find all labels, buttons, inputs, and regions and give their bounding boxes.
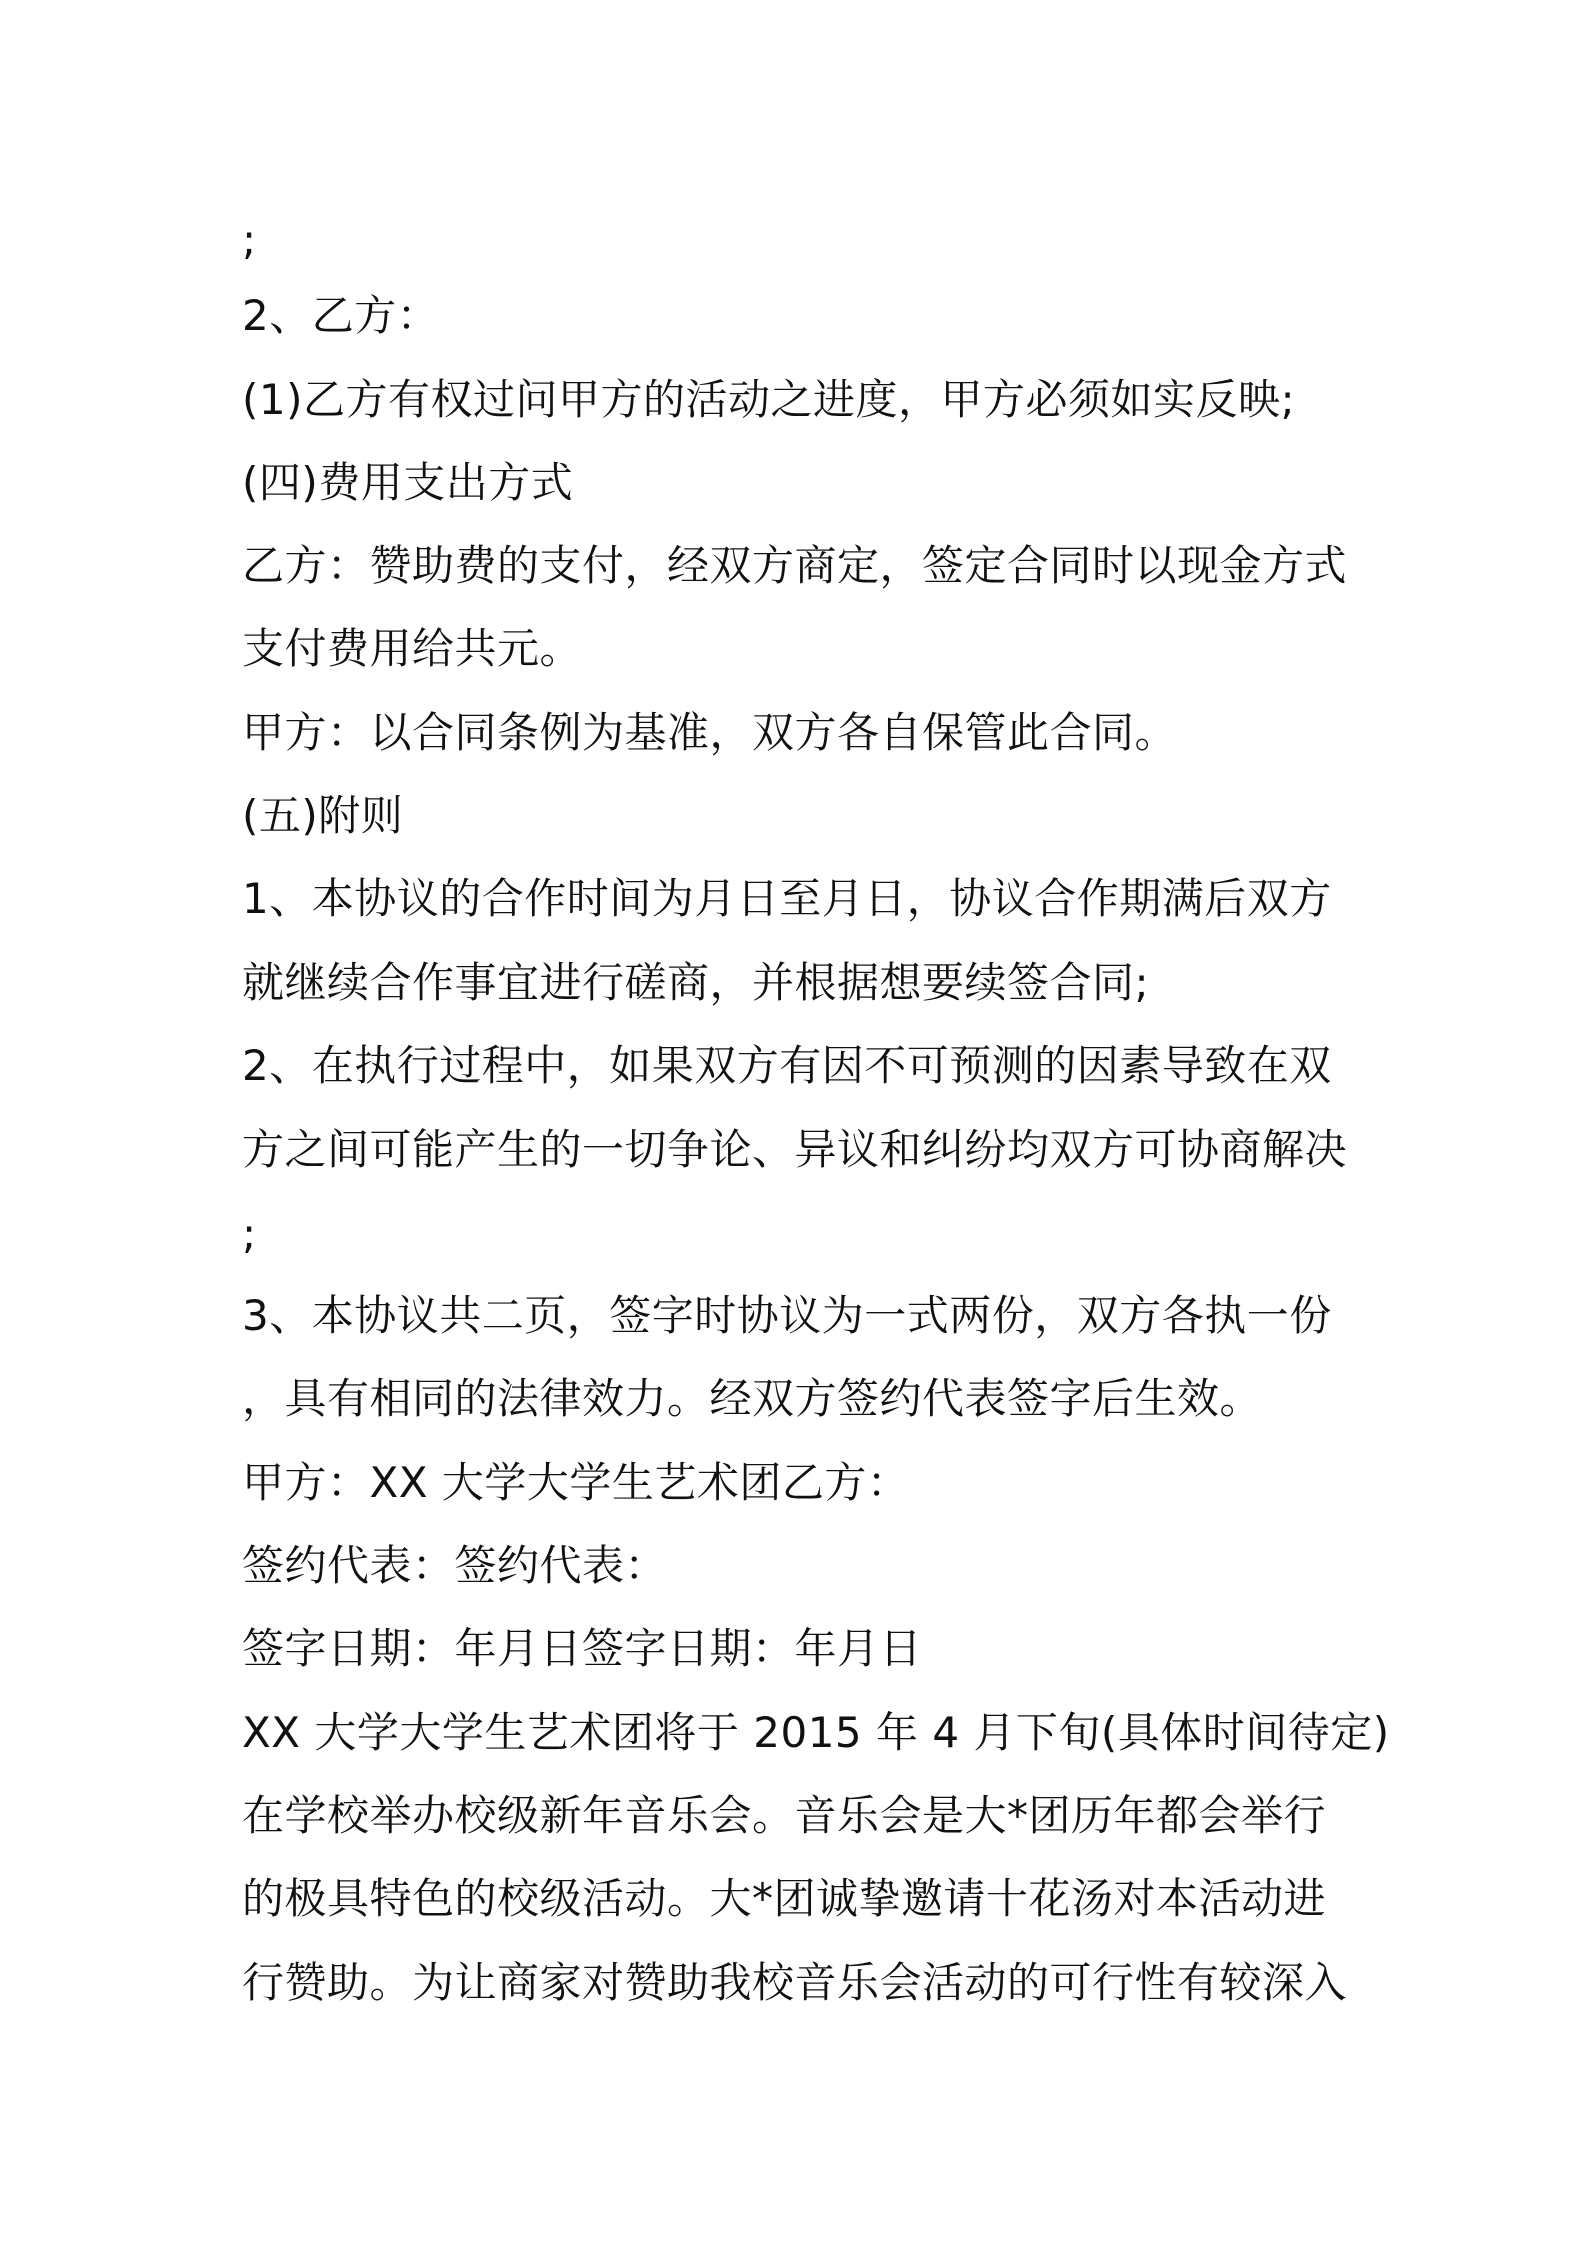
text-line: 的极具特色的校级活动。大*团诚挚邀请十花汤对本活动进 [242, 1874, 1327, 1923]
text-line: 行赞助。为让商家对赞助我校音乐会活动的可行性有较深入 [242, 1958, 1348, 2007]
text-line: 乙方：赞助费的支付，经双方商定，签定合同时以现金方式 [242, 541, 1348, 590]
text-line: ，具有相同的法律效力。经双方签约代表签字后生效。 [242, 1374, 1263, 1423]
text-line: 2、在执行过程中，如果双方有因不可预测的因素导致在双 [242, 1041, 1332, 1090]
text-line: 甲方：以合同条例为基准，双方各自保管此合同。 [242, 708, 1178, 757]
text-line: ; [242, 215, 257, 264]
signature-date-line: 签字日期：年月日签字日期：年月日 [242, 1624, 923, 1673]
text-line: 在学校举办校级新年音乐会。音乐会是大*团历年都会举行 [242, 1791, 1327, 1840]
text-line: 就继续合作事宜进行磋商，并根据想要续签合同; [242, 958, 1150, 1007]
text-line: 2、乙方： [242, 291, 440, 340]
section-heading: (四)费用支出方式 [242, 458, 574, 507]
text-line: XX 大学大学生艺术团将于 2015 年 4 月下旬(具体时间待定) [242, 1708, 1390, 1757]
text-line: (1)乙方有权过问甲方的活动之进度，甲方必须如实反映; [242, 375, 1296, 424]
text-line: 方之间可能产生的一切争论、异议和纠纷均双方可协商解决 [242, 1125, 1348, 1174]
section-heading: (五)附则 [242, 791, 404, 840]
text-line: 支付费用给共元。 [242, 624, 583, 673]
signature-party-line: 甲方：XX 大学大学生艺术团乙方： [242, 1458, 910, 1507]
text-line: 3、本协议共二页，签字时协议为一式两份，双方各执一份 [242, 1291, 1332, 1340]
text-line: ; [242, 1209, 257, 1258]
signature-rep-line: 签约代表：签约代表： [242, 1541, 668, 1590]
text-line: 1、本协议的合作时间为月日至月日，协议合作期满后双方 [242, 874, 1332, 923]
